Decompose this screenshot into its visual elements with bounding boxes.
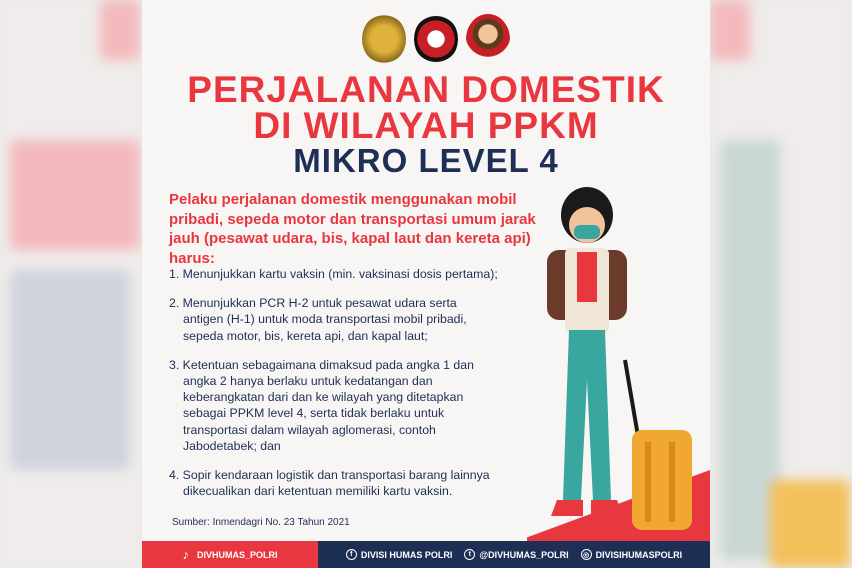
source-text: Sumber: Inmendagri No. 23 Tahun 2021 [172, 517, 350, 528]
footer-bar [142, 541, 710, 568]
instagram-handle: DIVISIHUMASPOLRI [595, 549, 683, 560]
blurred-background-right [710, 0, 852, 568]
list-item: 1. Menunjukkan kartu vaksin (min. vaksinasi dosis pertama); [169, 267, 498, 281]
twitter-link[interactable] [464, 549, 568, 560]
twitter-icon: t [464, 549, 475, 560]
polri-emblem-logo [362, 14, 406, 64]
title-line-2: DI WILAYAH PPKM [253, 105, 599, 146]
suitcase [632, 430, 692, 530]
pants [563, 330, 611, 500]
facebook-link[interactable] [346, 549, 453, 560]
list-item: 3. Ketentuan sebagaimana dimaksud pada angka 1 dan angka 2 hanya berlaku untuk kedatangan dan keberangkatan dari dan ke wilayah yang ditetapkan sebagai PPKM level 4, serta tidak berlaku untuk transportasi dalam wilayah aglomerasi, contoh Jabodetabek; dan [169, 357, 474, 453]
tiktok-icon: ♪ [182, 547, 189, 562]
infographic-card [142, 0, 710, 568]
intro-text: Pelaku perjalanan domestik menggunakan mobil pribadi, sepeda motor dan transportasi umum jarak jauh (pesawat udara, bis, kapal laut dan kereta api) harus: [169, 191, 536, 267]
traveler-illustration [527, 180, 710, 541]
tiktok-handle: DIVHUMAS_POLRI [196, 549, 278, 560]
logos [362, 14, 510, 64]
blurred-background-left [0, 0, 142, 568]
requirements-list [169, 266, 499, 512]
title-line-3: MIKRO LEVEL 4 [293, 142, 559, 179]
list-item: 2. Menunjukkan PCR H-2 untuk pesawat udara serta antigen (H-1) untuk moda transportasi mobil pribadi, sepeda motor, bis, kereta api, dan kapal laut; [169, 296, 467, 343]
humas-polri-logo [414, 14, 458, 64]
facebook-icon: f [346, 549, 357, 560]
title-line-1: PERJALANAN DOMESTIK [187, 69, 665, 110]
tiktok-link[interactable] [142, 541, 318, 568]
face-mask [574, 225, 600, 239]
mascot-logo [466, 14, 510, 64]
instagram-link[interactable] [581, 549, 683, 560]
facebook-handle: DIVISI HUMAS POLRI [360, 549, 453, 560]
list-item: 4. Sopir kendaraan logistik dan transportasi barang lainnya dikecualikan dari ketentuan memiliki kartu vaksin. [169, 468, 490, 499]
twitter-handle: @DIVHUMAS_POLRI [479, 549, 569, 560]
instagram-icon: ◎ [581, 549, 592, 560]
